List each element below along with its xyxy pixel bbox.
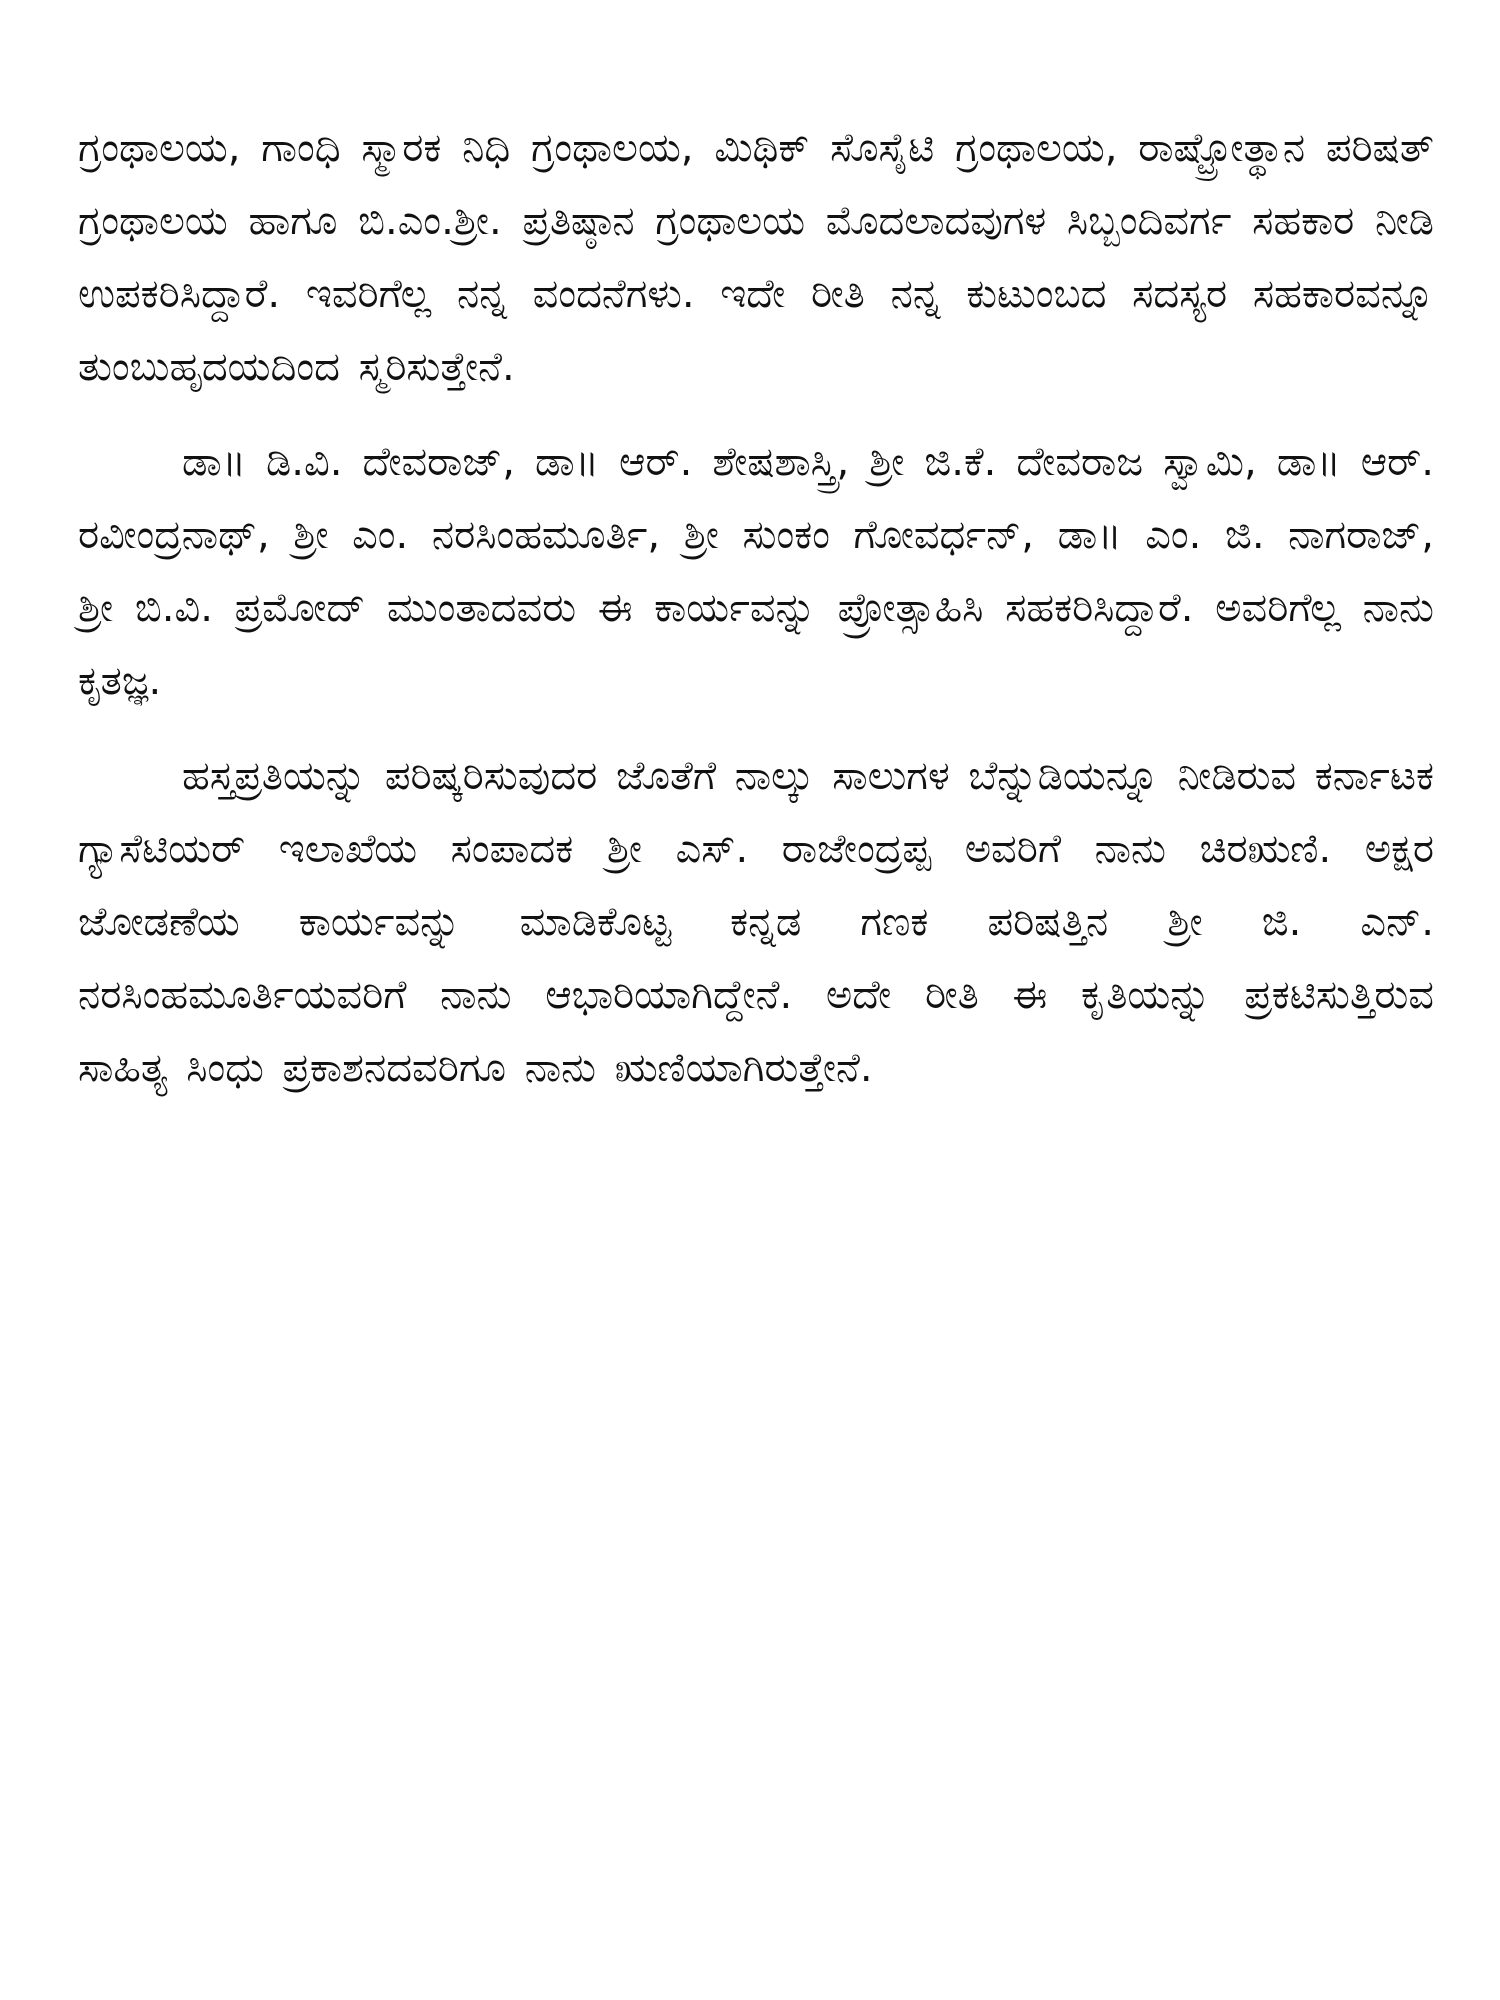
paragraph-scholars-acknowledgement: ಡಾ॥ ಡಿ.ವಿ. ದೇವರಾಜ್, ಡಾ॥ ಆರ್. ಶೇಷಶಾಸ್ತ್ರಿ, ಶ್ರೀ ಜಿ.ಕೆ. ದೇವರಾಜ ಸ್ವಾಮಿ, ಡಾ॥ ಆರ್. ರವೀಂದ್ರನಾಥ್, ಶ್ರೀ ಎಂ. ನರಸಿಂಹಮೂರ್ತಿ, ಶ್ರೀ ಸುಂಕಂ ಗೋವರ್ಧನ್, ಡಾ॥ ಎಂ. ಜಿ. ನಾಗರಾಜ್, ಶ್ರೀ ಬಿ.ವಿ. ಪ್ರಮೋದ್ ಮುಂತಾದವರು ಈ ಕಾರ್ಯವನ್ನು ಪ್ರೋತ್ಸಾಹಿಸಿ ಸಹಕರಿಸಿದ್ದಾರೆ. ಅವರಿಗೆಲ್ಲ ನಾನು ಕೃತಜ್ಞ. [78,439,1434,704]
paragraph-libraries-acknowledgement: ಗ್ರಂಥಾಲಯ, ಗಾಂಧಿ ಸ್ಮಾರಕ ನಿಧಿ ಗ್ರಂಥಾಲಯ, ಮಿಥಿಕ್ ಸೊಸೈಟಿ ಗ್ರಂಥಾಲಯ, ರಾಷ್ಟ್ರೋತ್ಥಾನ ಪರಿಷತ್ ಗ್ರಂಥಾಲಯ ಹಾಗೂ ಬಿ.ಎಂ.ಶ್ರೀ. ಪ್ರತಿಷ್ಠಾನ ಗ್ರಂಥಾಲಯ ಮೊದಲಾದವುಗಳ ಸಿಬ್ಬಂದಿವರ್ಗ ಸಹಕಾರ ನೀಡಿ ಉಪಕರಿಸಿದ್ದಾರೆ. ಇವರಿಗೆಲ್ಲ ನನ್ನ ವಂದನೆಗಳು. ಇದೇ ರೀತಿ ನನ್ನ ಕುಟುಂಬದ ಸದಸ್ಯರ ಸಹಕಾರವನ್ನೂ ತುಂಬುಹೃದಯದಿಂದ ಸ್ಮರಿಸುತ್ತೇನೆ. [78,125,1434,390]
paragraph-editor-publisher-acknowledgement: ಹಸ್ತಪ್ರತಿಯನ್ನು ಪರಿಷ್ಕರಿಸುವುದರ ಜೊತೆಗೆ ನಾಲ್ಕು ಸಾಲುಗಳ ಬೆನ್ನುಡಿಯನ್ನೂ ನೀಡಿರುವ ಕರ್ನಾಟಕ ಗ್ಯಾಸೆಟಿಯರ್ ಇಲಾಖೆಯ ಸಂಪಾದಕ ಶ್ರೀ ಎಸ್. ರಾಜೇಂದ್ರಪ್ಪ ಅವರಿಗೆ ನಾನು ಚಿರಋಣಿ. ಅಕ್ಷರ ಜೋಡಣೆಯ ಕಾರ್ಯವನ್ನು ಮಾಡಿಕೊಟ್ಟ ಕನ್ನಡ ಗಣಕ ಪರಿಷತ್ತಿನ ಶ್ರೀ ಜಿ. ಎನ್. ನರಸಿಂಹಮೂರ್ತಿಯವರಿಗೆ ನಾನು ಆಭಾರಿಯಾಗಿದ್ದೇನೆ. ಅದೇ ರೀತಿ ಈ ಕೃತಿಯನ್ನು ಪ್ರಕಟಿಸುತ್ತಿರುವ ಸಾಹಿತ್ಯ ಸಿಂಧು ಪ್ರಕಾಶನದವರಿಗೂ ನಾನು ಋಣಿಯಾಗಿರುತ್ತೇನೆ. [78,753,1435,1091]
document-page [78,112,1434,1105]
